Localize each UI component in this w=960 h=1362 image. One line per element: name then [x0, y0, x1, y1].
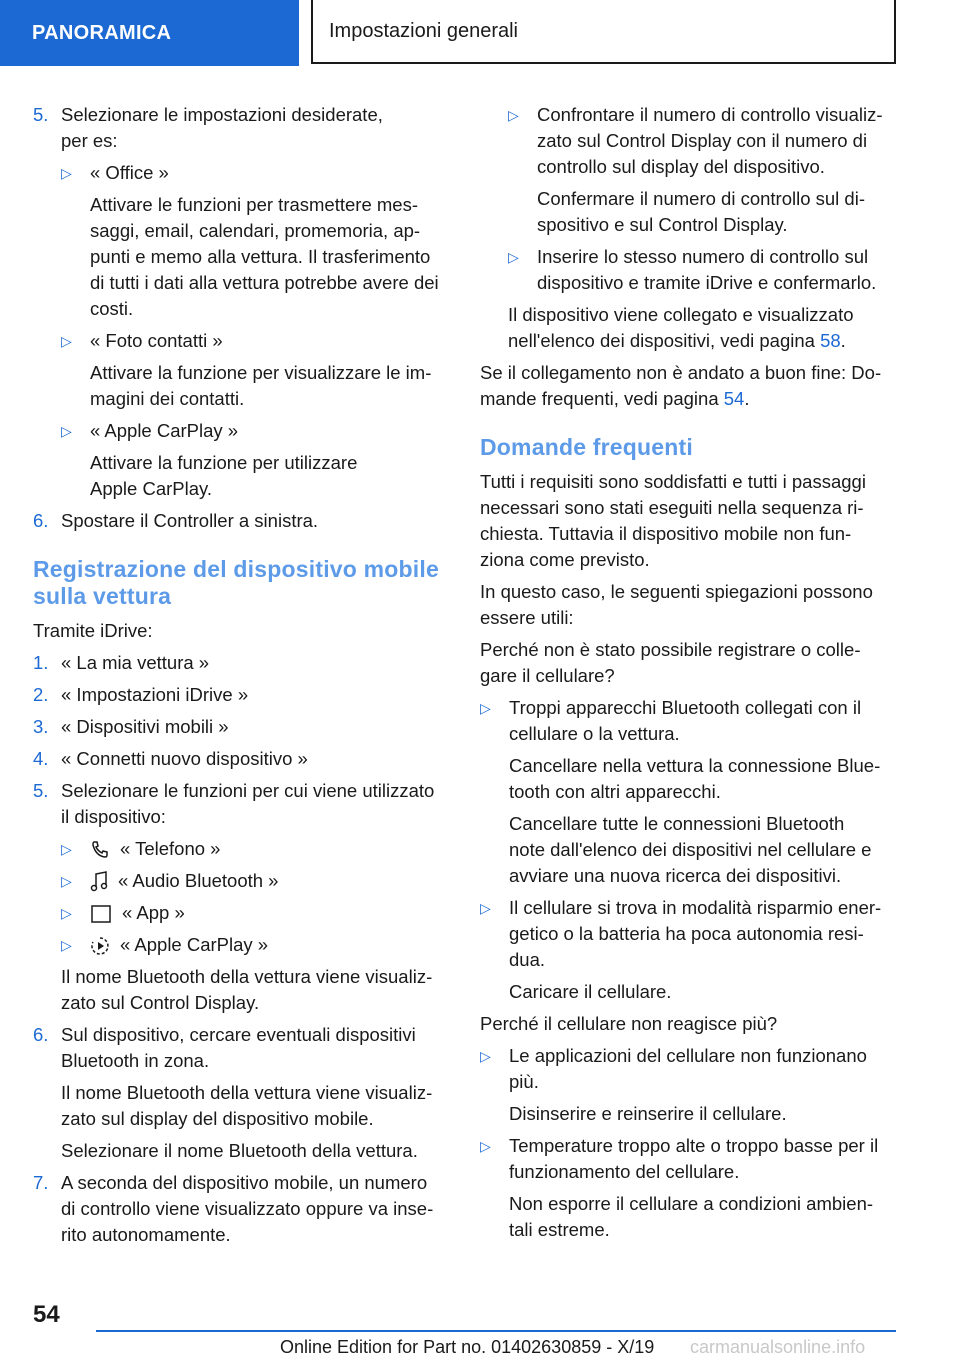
step-text	[61, 102, 453, 154]
play-circle-icon	[90, 936, 110, 956]
text-line: Inserire lo stesso numero di controllo sul	[537, 246, 869, 267]
step-number: 2.	[33, 684, 49, 705]
text-line: Confrontare il numero di controllo visualiz-	[537, 104, 883, 125]
text-line: ziona come previsto.	[480, 549, 650, 570]
text-line: rito autonomamente.	[61, 1224, 231, 1245]
bullet-text: « App »	[122, 902, 185, 923]
bullet-apps-not-working	[480, 1043, 898, 1127]
bullet-temperature	[480, 1133, 898, 1243]
step-number: 5.	[33, 104, 49, 125]
bullet-audio-bluetooth	[61, 868, 453, 894]
bullet-note	[537, 186, 898, 238]
text-line: Sul dispositivo, cercare eventuali dispositivi	[61, 1024, 416, 1045]
text-line: Troppi apparecchi Bluetooth collegati con il	[509, 697, 862, 718]
text-line: A seconda del dispositivo mobile, un numero	[61, 1172, 428, 1193]
bullet-text	[509, 695, 898, 747]
text-line: getico o la batteria ha poca autonomia resi-	[509, 923, 864, 944]
fail-note	[480, 360, 898, 412]
step-6-controller	[33, 508, 453, 534]
step-note	[61, 964, 453, 1016]
watermark: carmanualsonline.info	[690, 1337, 866, 1357]
text-line: Il nome Bluetooth della vettura viene visualiz-	[61, 966, 433, 987]
intro-text: Tramite iDrive:	[33, 620, 153, 641]
heading-line: sulla vettura	[33, 583, 172, 609]
bullet-apple-carplay-function	[61, 932, 453, 958]
bullet-title: « Foto contatti »	[90, 330, 223, 351]
text-line: tooth con altri apparecchi.	[509, 781, 721, 802]
right-column	[480, 102, 898, 1249]
text-line: Tutti i requisiti sono soddisfatti e tutti i passaggi	[480, 471, 866, 492]
bullet-energy-saving	[480, 895, 898, 1005]
text-line: Cancellare tutte le connessioni Bluetooth	[509, 813, 845, 834]
bullet-foto-contatti	[61, 328, 453, 412]
bullet-insert-number	[508, 244, 898, 296]
bullet-apple-carplay	[61, 418, 453, 502]
text-line: zato sul Control Display.	[61, 992, 260, 1013]
step-text: « Connetti nuovo dispositivo »	[61, 748, 308, 769]
text-line: Le applicazioni del cellulare non funzionano	[509, 1045, 867, 1066]
punctuation: .	[744, 388, 750, 409]
text-line: Selezionare le funzioni per cui viene utilizzato	[61, 780, 435, 801]
punctuation: .	[840, 330, 846, 351]
bullet-text: « Telefono »	[120, 838, 221, 859]
text-line: gare il cellulare?	[480, 665, 615, 686]
text-line: note dall'elenco dei dispositivi nel cellulare e	[509, 839, 872, 860]
left-column	[33, 102, 453, 1254]
section-heading-registration	[33, 556, 453, 610]
bullet-note	[509, 1191, 898, 1243]
step-text: « Impostazioni iDrive »	[61, 684, 249, 705]
text-line: tali estreme.	[509, 1219, 610, 1240]
bullet-note	[509, 811, 898, 889]
text-line: Cancellare nella vettura la connessione Blue-	[509, 755, 881, 776]
bullet-text	[90, 450, 453, 502]
bullet-note	[509, 753, 898, 805]
text-line: Il nome Bluetooth della vettura viene visualiz-	[61, 1082, 433, 1103]
triangle-bullet-icon: ▷	[480, 1138, 491, 1154]
triangle-bullet-icon: ▷	[61, 333, 72, 349]
bullet-text	[509, 1043, 898, 1095]
step-number: 6.	[33, 1024, 49, 1045]
step-text: Spostare il Controller a sinistra.	[61, 510, 319, 531]
bullet-text	[90, 360, 453, 412]
bullet-app	[61, 900, 453, 926]
text-line: dispositivo e tramite iDrive e confermarlo.	[537, 272, 877, 293]
triangle-bullet-icon: ▷	[61, 165, 72, 181]
step-number: 1.	[33, 652, 49, 673]
step-number: 6.	[33, 510, 49, 531]
text-line: punti e memo alla vettura. Il trasferimento	[90, 246, 431, 267]
step-1	[33, 650, 453, 676]
text-line: Selezionare le impostazioni desiderate,	[61, 104, 383, 125]
text-line: Attivare la funzione per visualizzare le im-	[90, 362, 432, 383]
bullet-note: Disinserire e reinserire il cellulare.	[509, 1103, 787, 1124]
step-text: « Dispositivi mobili »	[61, 716, 229, 737]
bullet-text: « Audio Bluetooth »	[118, 870, 279, 891]
step-note: Selezionare il nome Bluetooth della vettura.	[61, 1140, 418, 1161]
bullet-note: Caricare il cellulare.	[509, 981, 672, 1002]
text-line: mande frequenti, vedi pagina	[480, 388, 724, 409]
connected-note	[480, 302, 898, 354]
text-line: il dispositivo:	[61, 806, 166, 827]
bullet-text	[537, 102, 898, 180]
text-line: Temperature troppo alte o troppo basse per il	[509, 1135, 879, 1156]
text-line: dua.	[509, 949, 546, 970]
step-2	[33, 682, 453, 708]
step-note	[61, 1080, 453, 1132]
text-line: di tutti i dati alla vettura potrebbe avere dei	[90, 272, 439, 293]
text-line: In questo caso, le seguenti spiegazioni possono	[480, 581, 873, 602]
text-line: chiesta. Tuttavia il dispositivo mobile non fun-	[480, 523, 852, 544]
text-line: di controllo viene visualizzato oppure va inse-	[61, 1198, 434, 1219]
text-line: zato sul display del dispositivo mobile.	[61, 1108, 374, 1129]
triangle-bullet-icon: ▷	[480, 900, 491, 916]
triangle-bullet-icon: ▷	[508, 107, 519, 123]
text-line: funzionamento del cellulare.	[509, 1161, 740, 1182]
text-line: Attivare la funzione per utilizzare	[90, 452, 358, 473]
triangle-bullet-icon: ▷	[480, 700, 491, 716]
text-line: controllo sul display del dispositivo.	[537, 156, 825, 177]
step-4	[33, 746, 453, 772]
step-6-search	[33, 1022, 453, 1164]
text-line: cellulare o la vettura.	[509, 723, 680, 744]
text-line: Il cellulare si trova in modalità risparmio ener-	[509, 897, 882, 918]
faq-intro-2	[480, 579, 898, 631]
step-5-preferences	[33, 102, 453, 154]
step-text: « La mia vettura »	[61, 652, 210, 673]
step-number: 4.	[33, 748, 49, 769]
text-line: essere utili:	[480, 607, 574, 628]
bullet-line	[90, 932, 453, 958]
phone-icon	[90, 840, 110, 860]
bullet-title: « Office »	[90, 162, 169, 183]
text-line: Perché non è stato possibile registrare o colle-	[480, 639, 861, 660]
text-line: magini dei contatti.	[90, 388, 245, 409]
bullet-text	[509, 895, 898, 973]
text-line: saggi, email, calendari, promemoria, ap-	[90, 220, 421, 241]
text-line: spositivo e sul Control Display.	[537, 214, 788, 235]
music-note-icon	[90, 871, 108, 893]
step-text	[61, 1022, 453, 1074]
text-line: Bluetooth in zona.	[61, 1050, 210, 1071]
app-square-icon	[90, 904, 112, 924]
text-line: costi.	[90, 298, 134, 319]
bullet-text: « Apple CarPlay »	[120, 934, 269, 955]
text-line: Il dispositivo viene collegato e visualizzato	[508, 304, 854, 325]
text-line: avviare una nuova ricerca dei dispositivi.	[509, 865, 842, 886]
step-5-functions	[33, 778, 453, 1016]
page-link-54[interactable]: 54	[723, 388, 745, 409]
bullet-line	[90, 836, 453, 862]
step-text	[61, 778, 453, 830]
text-line: necessari sono stati eseguiti nella sequenza ri-	[480, 497, 864, 518]
bullet-title: « Apple CarPlay »	[90, 420, 239, 441]
step-number: 7.	[33, 1172, 49, 1193]
bullet-telefono	[61, 836, 453, 862]
footer-edition: Online Edition for Part no. 01402630859 - X/19	[280, 1337, 655, 1357]
triangle-bullet-icon: ▷	[61, 873, 72, 889]
faq-question-2: Perché il cellulare non reagisce più?	[480, 1013, 778, 1034]
triangle-bullet-icon: ▷	[61, 937, 72, 953]
text-line: Apple CarPlay.	[90, 478, 213, 499]
triangle-bullet-icon: ▷	[61, 841, 72, 857]
bullet-office	[61, 160, 453, 322]
bullet-text	[537, 244, 898, 296]
section-tab[interactable]: Impostazioni generali	[311, 0, 896, 64]
faq-intro	[480, 469, 898, 573]
faq-question-1	[480, 637, 898, 689]
chapter-tab[interactable]: PANORAMICA	[0, 0, 299, 66]
section-heading-faq: Domande frequenti	[480, 434, 693, 460]
triangle-bullet-icon: ▷	[61, 423, 72, 439]
heading-line: Registrazione del dispositivo mobile	[33, 556, 439, 582]
text-line: Attivare le funzioni per trasmettere mes-	[90, 194, 418, 215]
page-header	[0, 0, 960, 66]
step-number: 5.	[33, 780, 49, 801]
triangle-bullet-icon: ▷	[508, 249, 519, 265]
text-line: Se il collegamento non è andato a buon fine: Do-	[480, 362, 882, 383]
text-line: zato sul Control Display con il numero di	[537, 130, 868, 151]
step-text	[61, 1170, 453, 1248]
bullet-line	[90, 868, 453, 894]
text-line: più.	[509, 1071, 539, 1092]
footer-divider	[96, 1330, 896, 1332]
text-line: Confermare il numero di controllo sul di-	[537, 188, 865, 209]
bullet-too-many-devices	[480, 695, 898, 889]
page-link-58[interactable]: 58	[820, 330, 841, 351]
bullet-text	[90, 192, 453, 322]
triangle-bullet-icon: ▷	[480, 1048, 491, 1064]
bullet-line	[90, 900, 453, 926]
step-3	[33, 714, 453, 740]
text-line: nell'elenco dei dispositivi, vedi pagina	[508, 330, 821, 351]
bullet-text	[509, 1133, 898, 1185]
text-line: per es:	[61, 130, 118, 151]
bullet-compare-number	[508, 102, 898, 238]
text-line: Non esporre il cellulare a condizioni ambien-	[509, 1193, 874, 1214]
page-number: 54	[33, 1301, 60, 1328]
step-number: 3.	[33, 716, 49, 737]
step-7-control-number	[33, 1170, 453, 1248]
triangle-bullet-icon: ▷	[61, 905, 72, 921]
